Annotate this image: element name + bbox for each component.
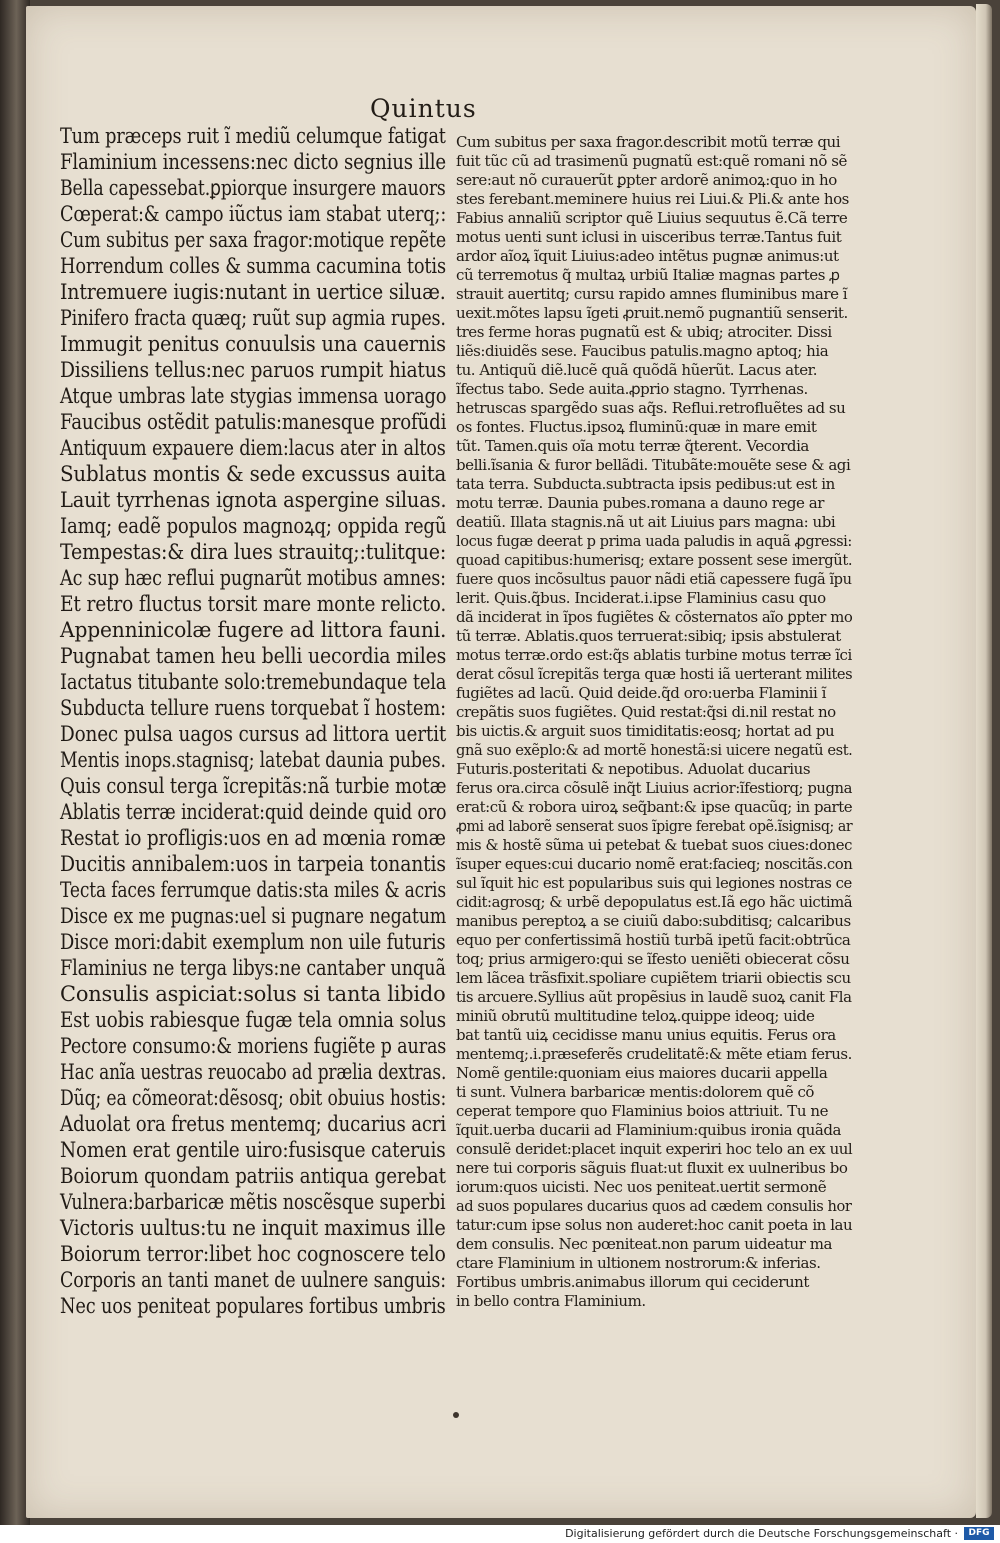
verse-line: Atque umbras late stygias immensa uorago (60, 384, 447, 408)
commentary-line: hetruscas spargẽdo suas aq̃s. Reflui.retrofluẽtes ad su (456, 399, 846, 417)
commentary-line: motu terræ. Daunia pubes.romana a dauno rege ar (456, 494, 824, 512)
verse-line: Nec uos peniteat populares fortibus umbris (60, 1294, 446, 1318)
verse-line: Hac anĩa uestras reuocabo ad prælia dextras. (60, 1060, 447, 1084)
commentary-line: tu. Antiquũ diẽ.lucẽ quã quõdã hũerũt. Lacus ater. (456, 361, 818, 379)
page-fore-edge (976, 4, 992, 1518)
commentary-line: tata terra. Subducta.subtracta ipsis pedibus:ut est in (456, 475, 835, 493)
verse-line: Appenninicolæ fugere ad littora fauni. (60, 618, 447, 642)
verse-line: Mentis inops.stagnisq; latebat daunia pubes. (60, 748, 446, 772)
verse-line: Dissiliens tellus:nec paruos rumpit hiatus (60, 358, 447, 382)
commentary-line: os fontes. Fluctus.ipsoꝝ fluminũ:quæ in mare emit (456, 418, 817, 436)
commentary-line: quoad capitibus:humerisq; extare possent sese imergũt. (456, 551, 853, 569)
verse-line: Faucibus ostẽdit patulis:manesque profũdi (60, 410, 447, 434)
commentary-line: ꝓmi ad laborẽ senserat suos ĩpigre ferebat opẽ.ĩsignisq; ar (456, 817, 853, 835)
verse-line: Boiorum terror:libet hoc cognoscere telo (60, 1242, 446, 1266)
commentary-line: toq; prius armigero:qui se ĩfesto ueniẽti obiecerat cõsu (456, 950, 850, 968)
verse-line: Vulnera:barbaricæ mẽtis noscẽsque superbi (60, 1190, 446, 1214)
verse-line: Pectore consumo:& moriens fugiẽte p auras (60, 1034, 447, 1058)
commentary-line: tũ terræ. Ablatis.quos terruerat:sibiq; ipsis abstulerat (456, 627, 841, 645)
commentary-line: ferus ora.circa cõsulẽ inq̃t Liuius acrior:ĩfestiorq; pugna (456, 779, 853, 797)
commentary-line: bat tantũ uiꝝ cecidisse manu unius equitis. Ferus ora (456, 1026, 836, 1044)
commentary-column (456, 133, 856, 1311)
verse-column (60, 123, 450, 1319)
commentary-line: Futuris.posteritati & nepotibus. Aduolat ducarius (456, 760, 811, 778)
commentary-line: dem consulis. Nec pœniteat.non parum uideatur ma (456, 1235, 833, 1253)
commentary-line: ad suos populares ducarius quos ad cædem consulis hor (456, 1197, 852, 1215)
verse-line: Cœperat:& campo iũctus iam stabat uterq;: (60, 202, 447, 226)
verse-line: Subducta tellure ruens torquebat ĩ hostem: (60, 696, 446, 720)
verse-line: Consulis aspiciat:solus si tanta libido (60, 982, 446, 1006)
verse-line: Disce mori:dabit exemplum non uile futuris (60, 930, 446, 954)
commentary-line: tatur:cum ipse solus non auderet:hoc canit poeta in lau (456, 1216, 853, 1234)
commentary-line: fuit tũc cũ ad trasimenũ pugnatũ est:quẽ romani nõ sẽ (456, 152, 847, 170)
commentary-line: uexit.mõtes lapsu ĩgeti ꝓruit.nemõ pugnantiũ senserit. (456, 304, 848, 322)
verse-line: Flaminius ne terga libys:ne cantaber unquã (60, 956, 446, 980)
commentary-line: ti sunt. Vulnera barbaricæ mentis:dolorem quẽ cõ (456, 1083, 814, 1101)
verse-line: Lauit tyrrhenas ignota aspergine siluas. (60, 488, 447, 512)
commentary-line: motus uenti sunt iclusi in uisceribus terræ.Tantus fuit (456, 228, 842, 246)
verse-line: Quis consul terga ĩcrepitãs:nã turbie motæ (60, 774, 447, 798)
commentary-line: ctare Flaminium in ultionem nostrorum:& inferias. (456, 1254, 821, 1272)
verse-line: Immugit penitus conuulsis una cauernis (60, 332, 446, 356)
verse-line: Cum subitus per saxa fragor:motique repẽte (60, 228, 447, 252)
commentary-line: deatiũ. Illata stagnis.nã ut ait Liuius pars magna: ubi (456, 513, 836, 531)
verse-line: Horrendum colles & summa cacumina totis (60, 254, 446, 278)
commentary-line: belli.ĩsania & furor bellãdi. Titubãte:mouẽte sese & agi (456, 456, 851, 474)
commentary-line: strauit auertitq; cursu rapido amnes fluminibus mare ĩ (456, 285, 848, 303)
commentary-line: Fabius annaliũ scriptor quẽ Liuius sequutus ẽ.Cã terre (456, 209, 848, 227)
running-head: Quintus (370, 94, 477, 123)
verse-line: Pugnabat tamen heu belli uecordia miles (60, 644, 447, 668)
verse-line: Bella capessebat.ꝑpiorque insurgere mauors (60, 176, 446, 200)
footer-credit: Digitalisierung gefördert durch die Deutsche Forschungsgemeinschaft · (565, 1527, 958, 1540)
verse-line: Boiorum quondam patriis antiqua gerebat (60, 1164, 446, 1188)
commentary-line: equo per confertissimã hostiũ turbã ipetũ facit:obtrũca (456, 931, 851, 949)
verse-line: Flaminium incessens:nec dicto segnius ille (60, 150, 446, 174)
commentary-line: in bello contra Flaminium. (456, 1292, 646, 1310)
commentary-line: lem lãcea trãsfixit.spoliare cupiẽtem triarii obiectis scu (456, 969, 851, 987)
verse-line: Nomen erat gentile uiro:fusisque cateruis (60, 1138, 446, 1162)
verse-line: Iamq; eadẽ populos magnoꝝq; oppida regũ (60, 514, 447, 538)
commentary-line: crepãtis suos fugiẽtes. Quid restat:q̃si di.nil restat no (456, 703, 836, 721)
commentary-line: ceperat tempore quo Flaminius boios attriuit. Tu ne (456, 1102, 828, 1120)
verse-line: Ablatis terræ inciderat:quid deinde quid oro (60, 800, 447, 824)
verse-line: Tempestas:& dira lues strauitq;:tulitque: (60, 540, 447, 564)
commentary-line: stes ferebant.meminere huius rei Liui.& Pli.& ante hos (456, 190, 849, 208)
dfg-logo: DFG (964, 1527, 994, 1540)
commentary-line: ĩfectus tabo. Sede auita.ꝓprio stagno. Tyrrhenas. (456, 380, 808, 398)
verse-line: Est uobis rabiesque fugæ tela omnia solus (60, 1008, 447, 1032)
commentary-line: bis uictis.& arguit suos timiditatis:eosq; hortat ad pu (456, 722, 835, 740)
verse-line: Antiquum expauere diem:lacus ater in altos (60, 436, 446, 460)
commentary-line: Fortibus umbris.animabus illorum qui ceciderunt (456, 1273, 809, 1291)
commentary-line: miniũ obrutũ multitudine teloꝝ.quippe ideoq; uide (456, 1007, 815, 1025)
commentary-line: consulẽ deridet:placet inquit experiri hoc telo an ex uul (456, 1140, 853, 1158)
verse-line: Tum præceps ruit ĩ mediũ celumque fatigat (60, 124, 446, 148)
verse-line: Intremuere iugis:nutant in uertice siluæ. (60, 280, 446, 304)
verse-line: Ac sup hæc reflui pugnarũt motibus amnes: (60, 566, 446, 590)
verse-line: Iactatus titubante solo:tremebundaque tela (60, 670, 447, 694)
commentary-line: gnã suo exẽplo:& ad mortẽ honestã:si uicere negatũ est. (456, 741, 853, 759)
commentary-line: ardor aĩoꝝ ĩquit Liuius:adeo intẽtus pugnæ animus:ut (456, 247, 839, 265)
commentary-line: lerit. Quis.q̃bus. Inciderat.i.ipse Flaminius casu quo (456, 589, 826, 607)
verse-line: Aduolat ora fretus mentemq; ducarius acri (60, 1112, 447, 1136)
commentary-line: tũt. Tamen.quis oĩa motu terræ q̃terent. Vecordia (456, 437, 809, 455)
commentary-line: Cum subitus per saxa fragor.describit motũ terræ qui (456, 133, 841, 151)
verse-line: Restat io profligis:uos en ad mœnia romæ (60, 826, 446, 850)
commentary-line: cũ terremotus q̃ multaꝝ urbiũ Italiæ magnas partes ꝓ (456, 266, 840, 284)
commentary-line: sere:aut nõ curauerũt ꝑpter ardorẽ animoꝝ:quo in ho (456, 171, 837, 189)
commentary-line: fuere quos incõsultus pauor nãdi etiã capessere fugã ĩpu (456, 570, 852, 588)
commentary-line: mis & hostẽ sũma ui petebat & tuebat suos ciues:donec (456, 836, 853, 854)
commentary-line: nere tui corporis sãguis fluat:ut fluxit ex uulneribus bo (456, 1159, 848, 1177)
commentary-line: ĩquit.uerba ducarii ad Flaminium:quibus ironia quãda (456, 1121, 841, 1139)
commentary-line: iorum:quos uicisti. Nec uos peniteat.uertit sermonẽ (456, 1178, 827, 1196)
commentary-line: liẽs:diuidẽs sese. Faucibus patulis.magno aptoq; hia (456, 342, 829, 360)
commentary-line: dã inciderat in ĩpos fugiẽtes & cõsternatos aĩo ꝑpter mo (456, 608, 853, 626)
verse-line: Ducitis annibalem:uos in tarpeia tonantis (60, 852, 446, 876)
commentary-line: ĩsuper eques:cui ducario nomẽ erat:facieq; noscitãs.con (456, 855, 853, 873)
commentary-line: locus fugæ deerat p prima uada paludis in aquã ꝓgressi: (456, 532, 852, 550)
verse-line: Et retro fluctus torsit mare monte relicto. (60, 592, 447, 616)
commentary-line: manibus pereptoꝝ a se ciuiũ dabo:subditisq; calcaribus (456, 912, 851, 930)
commentary-line: erat:cũ & robora uiroꝝ seq̃bant:& ipse quacũq; in parte (456, 798, 853, 816)
verse-line: Sublatus montis & sede excussus auita (60, 462, 447, 486)
verse-line: Donec pulsa uagos cursus ad littora uertit (60, 722, 447, 746)
commentary-line: derat cõsul ĩcrepitãs terga quæ hosti iã uerterant milites (456, 665, 853, 683)
verse-line: Pinifero fracta quæq; ruũt sup agmia rupes. (60, 306, 446, 330)
commentary-line: tres ferme horas pugnatũ est & ubiq; atrociter. Dissi (456, 323, 832, 341)
ink-dot (453, 1412, 459, 1418)
commentary-line: mentemq;.i.præseferẽs crudelitatẽ:& mẽte etiam ferus. (456, 1045, 852, 1063)
verse-line: Tecta faces ferrumque datis:sta miles & acris (60, 878, 446, 902)
verse-line: Dũq; ea cõmeorat:dẽsosq; obit obuius hostis: (60, 1086, 447, 1110)
commentary-line: motus terræ.ordo est:q̃s ablatis turbine motus terræ ĩci (456, 646, 852, 664)
commentary-line: sul ĩquit hic est popularibus suis qui legiones nostras ce (456, 874, 852, 892)
verse-line: Victoris uultus:tu ne inquit maximus ille (60, 1216, 446, 1240)
verse-line: Corporis an tanti manet de uulnere sanguis: (60, 1268, 446, 1292)
commentary-line: Nomẽ gentile:quoniam eius maiores ducarii appella (456, 1064, 828, 1082)
commentary-line: fugiẽtes ad lacũ. Quid deide.q̃d oro:uerba Flaminii ĩ (456, 684, 827, 702)
commentary-line: tis arcuere.Syllius aũt propẽsius in laudẽ suoꝝ canit Fla (456, 988, 852, 1006)
commentary-line: cidit:agrosq; & urbẽ depopulatus est.Iã ego hãc uictimã (456, 893, 853, 911)
verse-line: Disce ex me pugnas:uel si pugnare negatum (60, 904, 447, 928)
